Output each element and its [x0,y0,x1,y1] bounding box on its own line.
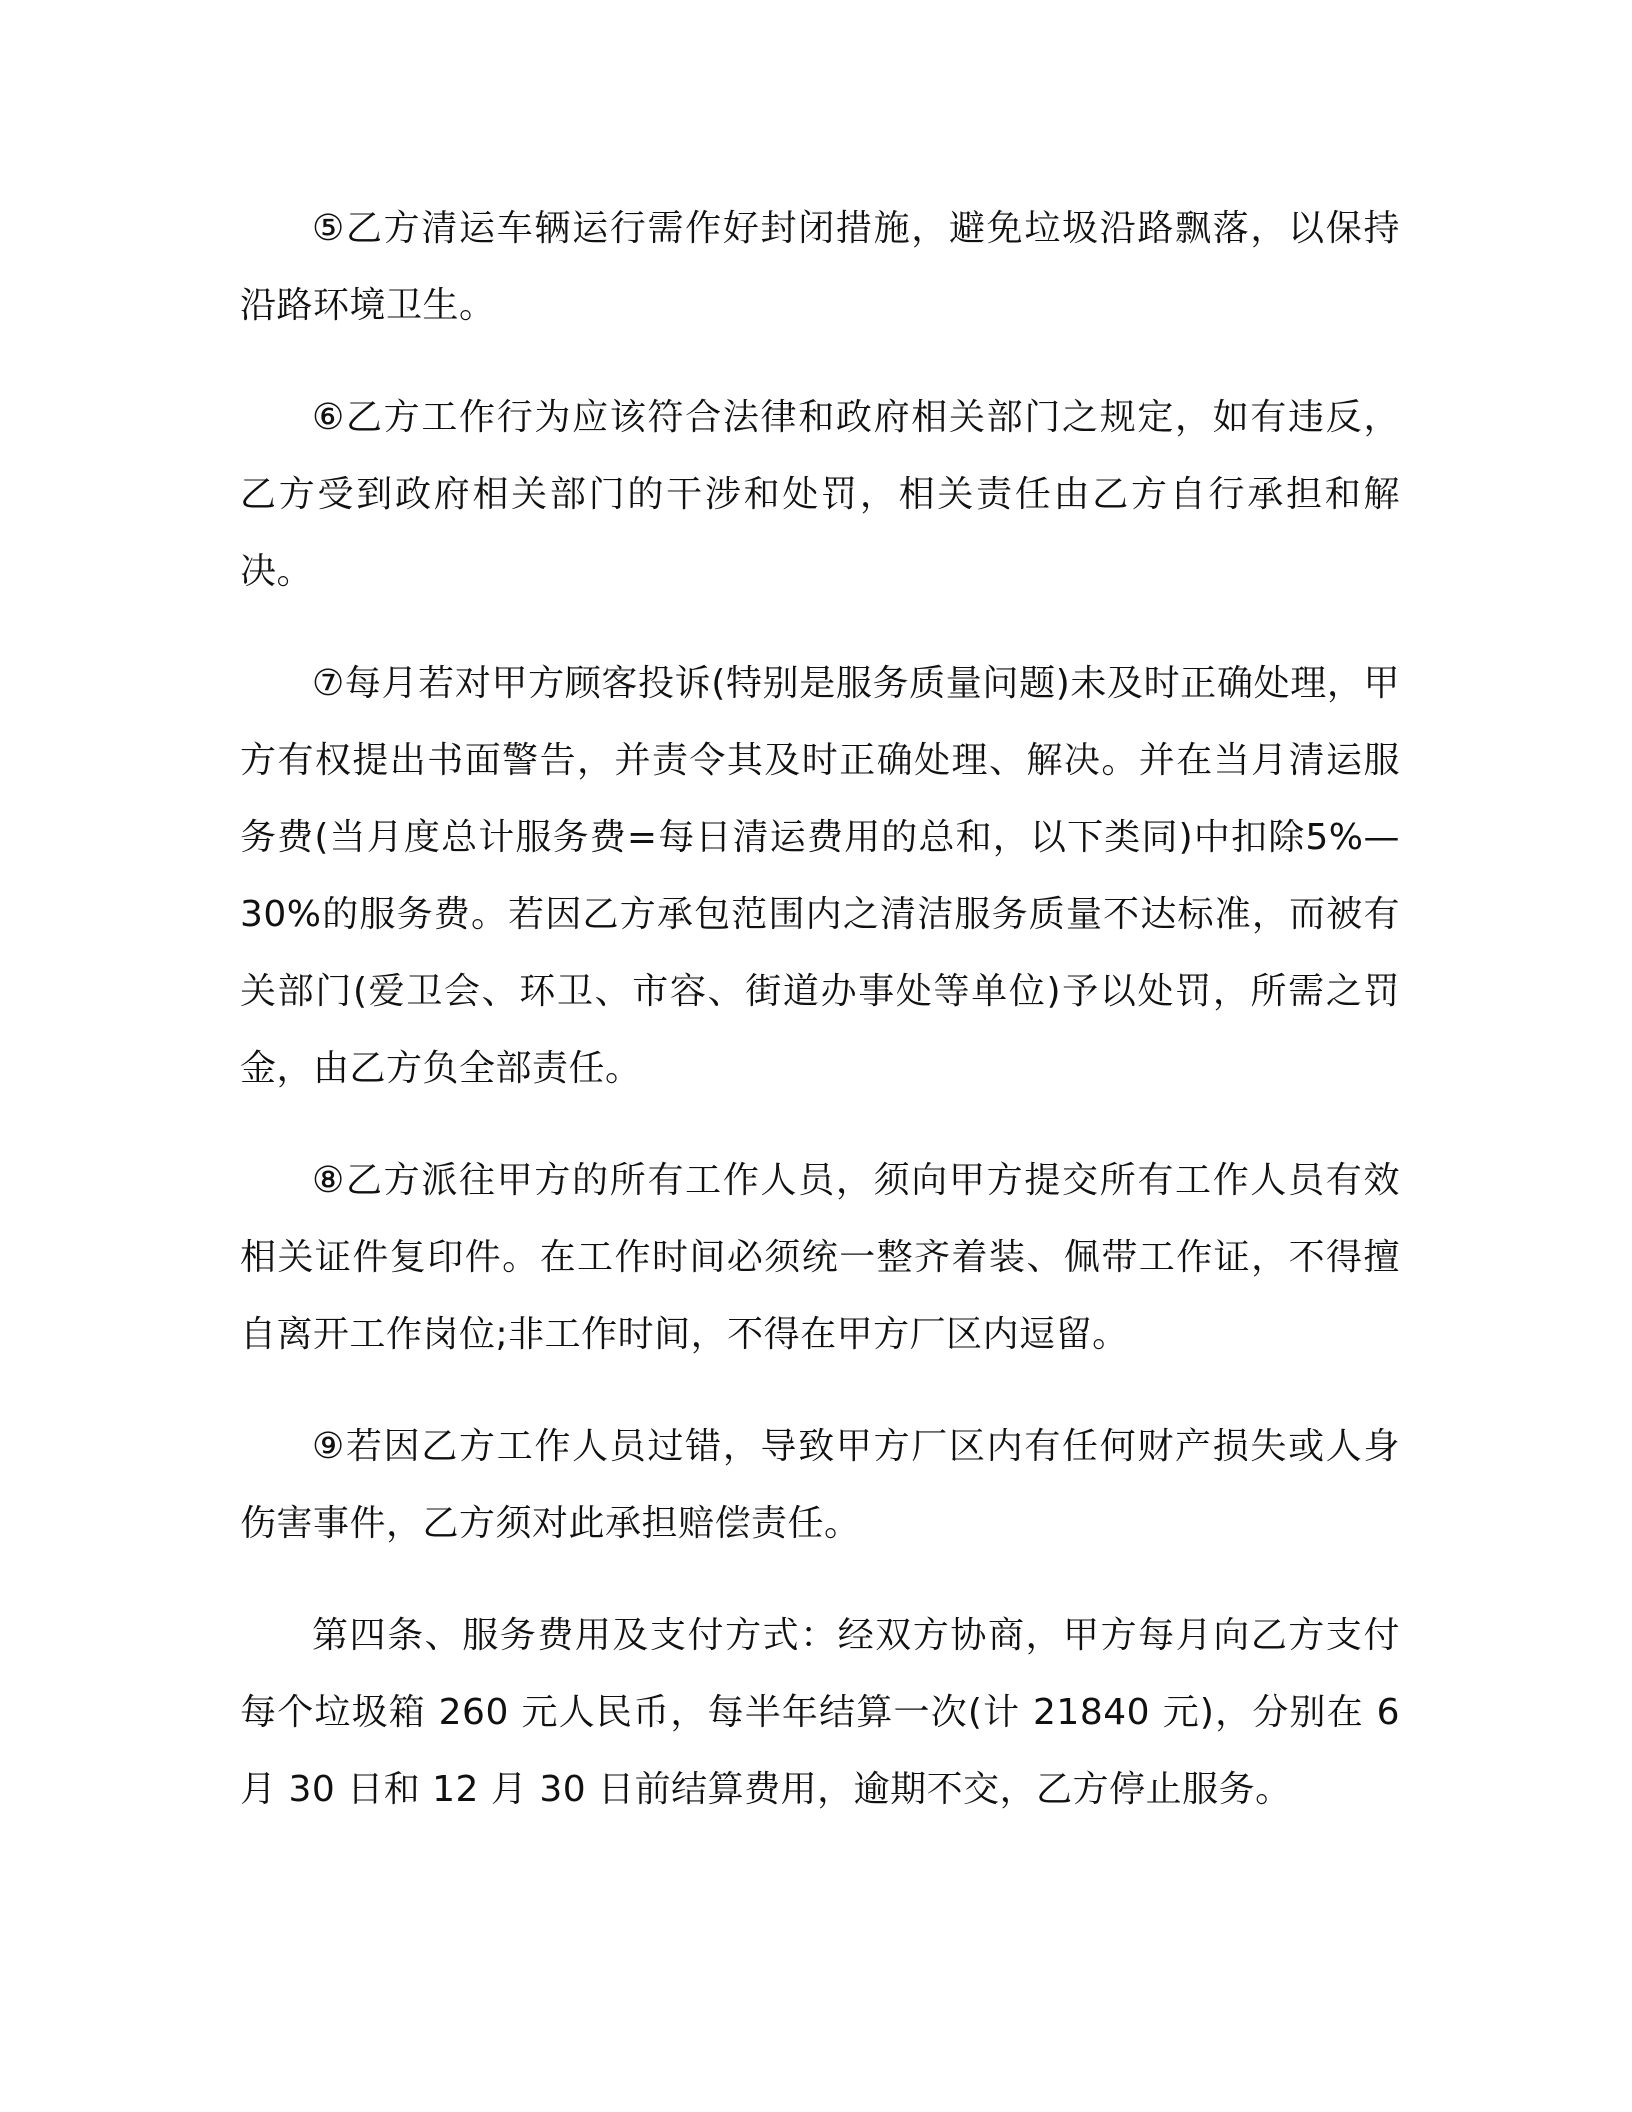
clause-9-paragraph: ⑨若因乙方工作人员过错，导致甲方厂区内有任何财产损失或人身伤害事件，乙方须对此承担赔偿责任。 [240,1426,1400,1544]
clause-7-paragraph: ⑦每月若对甲方顾客投诉(特别是服务质量问题)未及时正确处理，甲方有权提出书面警告，并责令其及时正确处理、解决。并在当月清运服务费(当月度总计服务费=每日清运费用的总和，以下类同)中扣除5%—30%的服务费。若因乙方承包范围内之清洁服务质量不达标准，而被有关部门(爱卫会、环卫、市容、街道办事处等单位)予以处罚，所需之罚金，由乙方负全部责任。 [240,663,1400,1089]
clause-5-paragraph: ⑤乙方清运车辆运行需作好封闭措施，避免垃圾沿路飘落，以保持沿路环境卫生。 [240,208,1400,326]
clause-8-paragraph: ⑧乙方派往甲方的所有工作人员，须向甲方提交所有工作人员有效相关证件复印件。在工作时间必须统一整齐着装、佩带工作证，不得擅自离开工作岗位;非工作时间，不得在甲方厂区内逗留。 [240,1160,1400,1355]
clause-6-paragraph: ⑥乙方工作行为应该符合法律和政府相关部门之规定，如有违反，乙方受到政府相关部门的干涉和处罚，相关责任由乙方自行承担和解决。 [240,397,1400,592]
article-4-paragraph: 第四条、服务费用及支付方式：经双方协商，甲方每月向乙方支付每个垃圾箱 260 元人民币，每半年结算一次(计 21840 元)，分别在 6 月 30 日和 12 月 30 日前结算费用，逾期不交，乙方停止服务。 [240,1615,1400,1810]
document-body [240,190,1400,1863]
